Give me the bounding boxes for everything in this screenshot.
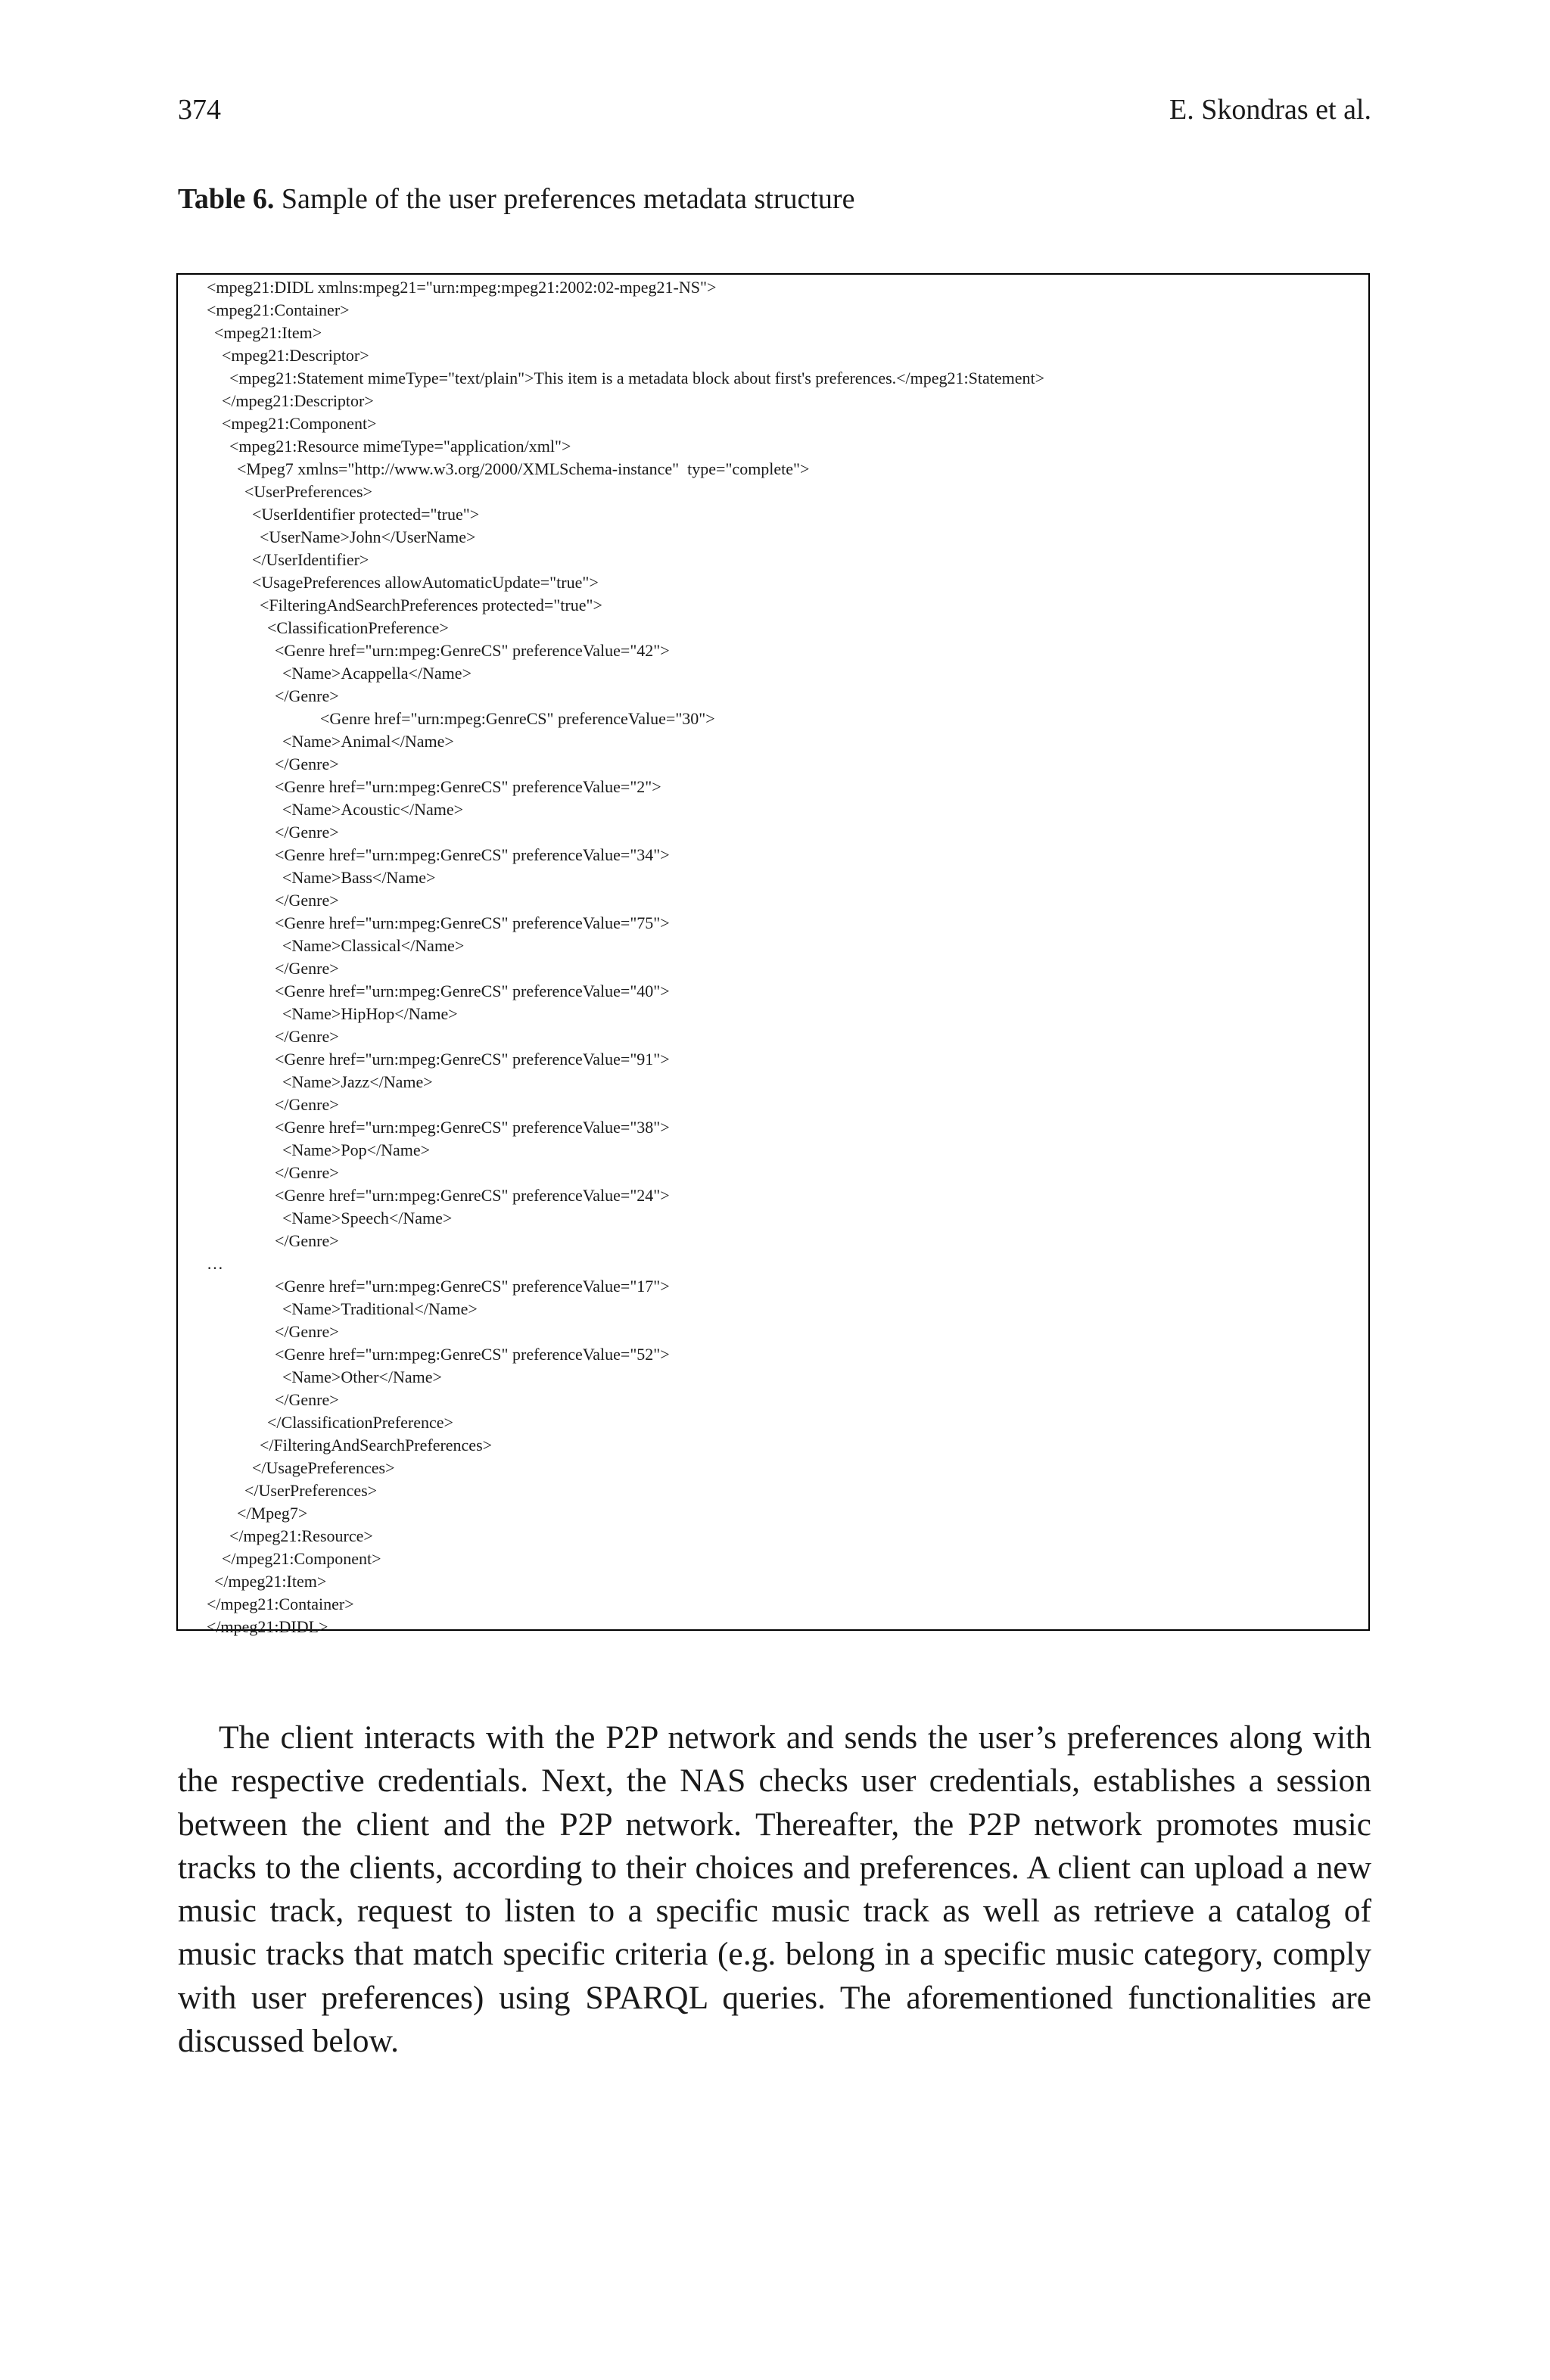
code-line: <UsagePreferences allowAutomaticUpdate="true"> — [252, 573, 599, 592]
code-line: </Genre> — [275, 1231, 339, 1250]
code-line: <UserIdentifier protected="true"> — [252, 505, 480, 524]
code-line: <Name>Animal</Name> — [282, 732, 454, 751]
code-line: </Genre> — [275, 823, 339, 842]
code-line: </UserIdentifier> — [252, 550, 369, 569]
code-line: <Genre href="urn:mpeg:GenreCS" preferenceValue="2"> — [275, 777, 661, 796]
code-line: <Name>Pop</Name> — [282, 1140, 431, 1159]
code-line: <mpeg21:DIDL xmlns:mpeg21="urn:mpeg:mpeg21:2002:02-mpeg21-NS"> — [207, 278, 717, 297]
code-line: </mpeg21:Item> — [214, 1572, 327, 1591]
code-line: <Genre href="urn:mpeg:GenreCS" preferenceValue="24"> — [275, 1186, 670, 1205]
code-line: <Genre href="urn:mpeg:GenreCS" preferenceValue="17"> — [275, 1277, 670, 1296]
code-line: </Mpeg7> — [237, 1504, 308, 1523]
code-line: </Genre> — [275, 754, 339, 773]
code-line: </Genre> — [275, 1027, 339, 1046]
code-line: <Genre href="urn:mpeg:GenreCS" preferenceValue="42"> — [275, 641, 670, 660]
code-line: </Genre> — [275, 1390, 339, 1409]
code-line: </FilteringAndSearchPreferences> — [260, 1436, 493, 1454]
code-line: <mpeg21:Component> — [222, 414, 377, 433]
code-line: <Name>Traditional</Name> — [282, 1299, 478, 1318]
code-line: </Genre> — [275, 686, 339, 705]
code-line: <UserName>John</UserName> — [260, 527, 476, 546]
table-caption — [178, 180, 854, 218]
metadata-code-listing — [176, 273, 1370, 1636]
code-line: <Name>Acoustic</Name> — [282, 800, 464, 819]
code-line: </Genre> — [275, 1095, 339, 1114]
code-line: <Name>Acappella</Name> — [282, 664, 472, 683]
code-line: <mpeg21:Descriptor> — [222, 346, 369, 365]
code-line: … — [207, 1254, 223, 1273]
page-number: 374 — [178, 94, 221, 126]
code-line: </mpeg21:Container> — [207, 1594, 354, 1613]
code-line: <mpeg21:Item> — [214, 323, 322, 342]
code-line: <UserPreferences> — [244, 482, 372, 501]
code-line: <Name>Other</Name> — [282, 1367, 442, 1386]
code-line: <Mpeg7 xmlns="http://www.w3.org/2000/XMLSchema-instance" type="complete"> — [237, 459, 810, 478]
code-line: <FilteringAndSearchPreferences protected="true"> — [260, 596, 602, 614]
running-head-authors: E. Skondras et al. — [1169, 94, 1371, 126]
code-line: <Genre href="urn:mpeg:GenreCS" preferenceValue="91"> — [275, 1050, 670, 1069]
code-line: <Genre href="urn:mpeg:GenreCS" preferenceValue="75"> — [275, 913, 670, 932]
code-line: </mpeg21:Resource> — [229, 1526, 373, 1545]
code-line: </Genre> — [275, 1322, 339, 1341]
code-line: </Genre> — [275, 891, 339, 910]
page-header — [178, 91, 1371, 129]
code-line: <mpeg21:Container> — [207, 300, 350, 319]
code-line: </UsagePreferences> — [252, 1458, 395, 1477]
code-line: <Genre href="urn:mpeg:GenreCS" preferenceValue="30"> — [320, 709, 715, 728]
code-line: <Name>Jazz</Name> — [282, 1072, 433, 1091]
code-line: </ClassificationPreference> — [267, 1413, 453, 1432]
code-line: <Name>Bass</Name> — [282, 868, 436, 887]
code-line: <Name>Classical</Name> — [282, 936, 465, 955]
body-paragraph: The client interacts with the P2P network and sends the user’s preferences along with the respective credentials. Next, the NAS checks user credentials, establishes a session between the client and the P2P network. Thereafter, the P2P network promotes music tracks to the clients, according to their choices and preferences. A client can upload a new music track, request to listen to a specific music track as well as retrieve a catalog of music tracks that match specific criteria (e.g. belong in a specific music category, comply with user preferences) using SPARQL queries. The aforementioned functionalities are discussed below. — [178, 1719, 1371, 2060]
code-line: <mpeg21:Resource mimeType="application/xml"> — [229, 437, 571, 456]
code-line: </mpeg21:Descriptor> — [222, 391, 374, 410]
code-line: <Genre href="urn:mpeg:GenreCS" preferenceValue="38"> — [275, 1118, 670, 1137]
table-caption-text: Sample of the user preferences metadata structure — [281, 183, 855, 215]
code-line: <Name>Speech</Name> — [282, 1209, 453, 1227]
table-label: Table 6. — [178, 183, 275, 215]
code-line: <Genre href="urn:mpeg:GenreCS" preferenceValue="34"> — [275, 845, 670, 864]
code-line: <Genre href="urn:mpeg:GenreCS" preferenceValue="40"> — [275, 982, 670, 1000]
code-line: <ClassificationPreference> — [267, 618, 449, 637]
code-line: <mpeg21:Statement mimeType="text/plain">This item is a metadata block about first's preferences.</mpeg21:Statement> — [229, 369, 1045, 387]
code-line: <Genre href="urn:mpeg:GenreCS" preferenceValue="52"> — [275, 1345, 670, 1364]
code-line: </Genre> — [275, 959, 339, 978]
code-line: </UserPreferences> — [244, 1481, 378, 1500]
code-line: <Name>HipHop</Name> — [282, 1004, 458, 1023]
code-line: </Genre> — [275, 1163, 339, 1182]
code-line: </mpeg21:Component> — [222, 1549, 381, 1568]
code-line: </mpeg21:DIDL> — [207, 1617, 328, 1636]
